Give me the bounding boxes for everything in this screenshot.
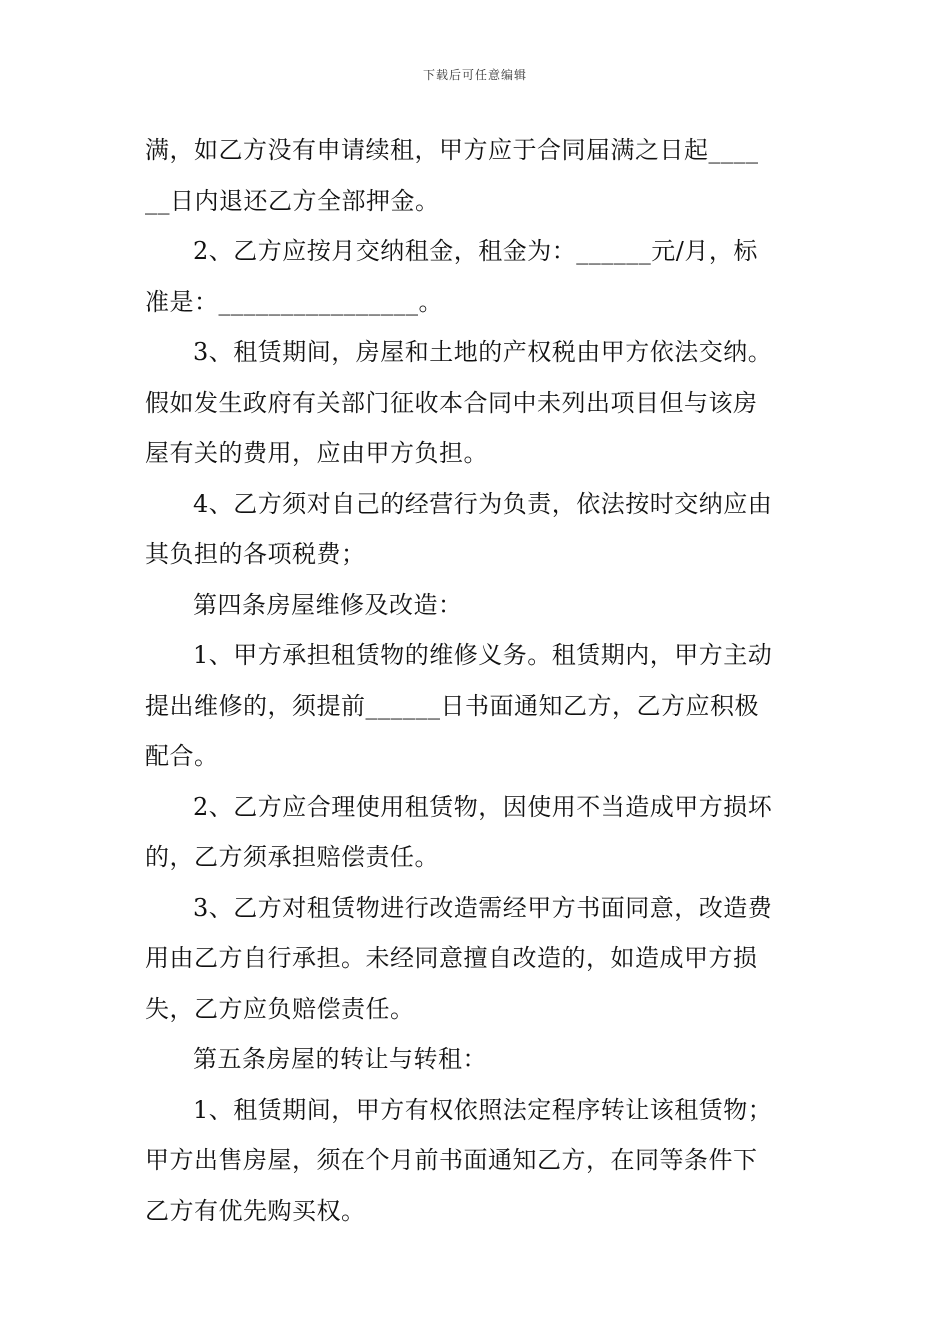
clause-line: 3、租赁期间，房屋和土地的产权税由甲方依法交纳。 <box>193 338 773 366</box>
clause-line: 1、甲方承担租赁物的维修义务。租赁期内，甲方主动 <box>193 641 773 669</box>
article-heading: 第四条房屋维修及改造： <box>193 590 463 619</box>
contract-body <box>145 125 810 1236</box>
text-line: 提出维修的，须提前______日书面通知乙方，乙方应积极 <box>145 691 759 720</box>
text-line: 用由乙方自行承担。未经同意擅自改造的，如造成甲方损 <box>145 944 758 972</box>
clause-line: 2、乙方应按月交纳租金，租金为：______元/月，标 <box>193 237 758 265</box>
text-line: 甲方出售房屋，须在个月前书面通知乙方，在同等条件下 <box>145 1146 758 1174</box>
text-line: 假如发生政府有关部门征收本合同中未列出项目但与该房 <box>145 388 758 417</box>
text-line: 满，如乙方没有申请续租，甲方应于合同届满之日起____ <box>145 136 759 164</box>
text-line: 屋有关的费用，应由甲方负担。 <box>145 439 488 467</box>
article-heading: 第五条房屋的转让与转租： <box>193 1045 487 1073</box>
text-line: 失，乙方应负赔偿责任。 <box>145 994 415 1023</box>
page-header-note: 下载后可任意编辑 <box>422 68 527 82</box>
text-line: 乙方有优先购买权。 <box>145 1196 366 1225</box>
text-line: 其负担的各项税费； <box>145 540 366 568</box>
text-line: 准是：________________。 <box>145 287 443 316</box>
clause-line: 4、乙方须对自己的经营行为负责，依法按时交纳应由 <box>193 489 773 518</box>
clause-line: 3、乙方对租赁物进行改造需经甲方书面同意，改造费 <box>193 893 773 922</box>
clause-line: 1、租赁期间，甲方有权依照法定程序转让该租赁物； <box>193 1095 773 1124</box>
text-line: __日内退还乙方全部押金。 <box>145 186 440 215</box>
text-line: 的，乙方须承担赔偿责任。 <box>145 843 439 871</box>
clause-line: 2、乙方应合理使用租赁物，因使用不当造成甲方损坏 <box>193 792 773 821</box>
text-line: 配合。 <box>145 742 219 770</box>
